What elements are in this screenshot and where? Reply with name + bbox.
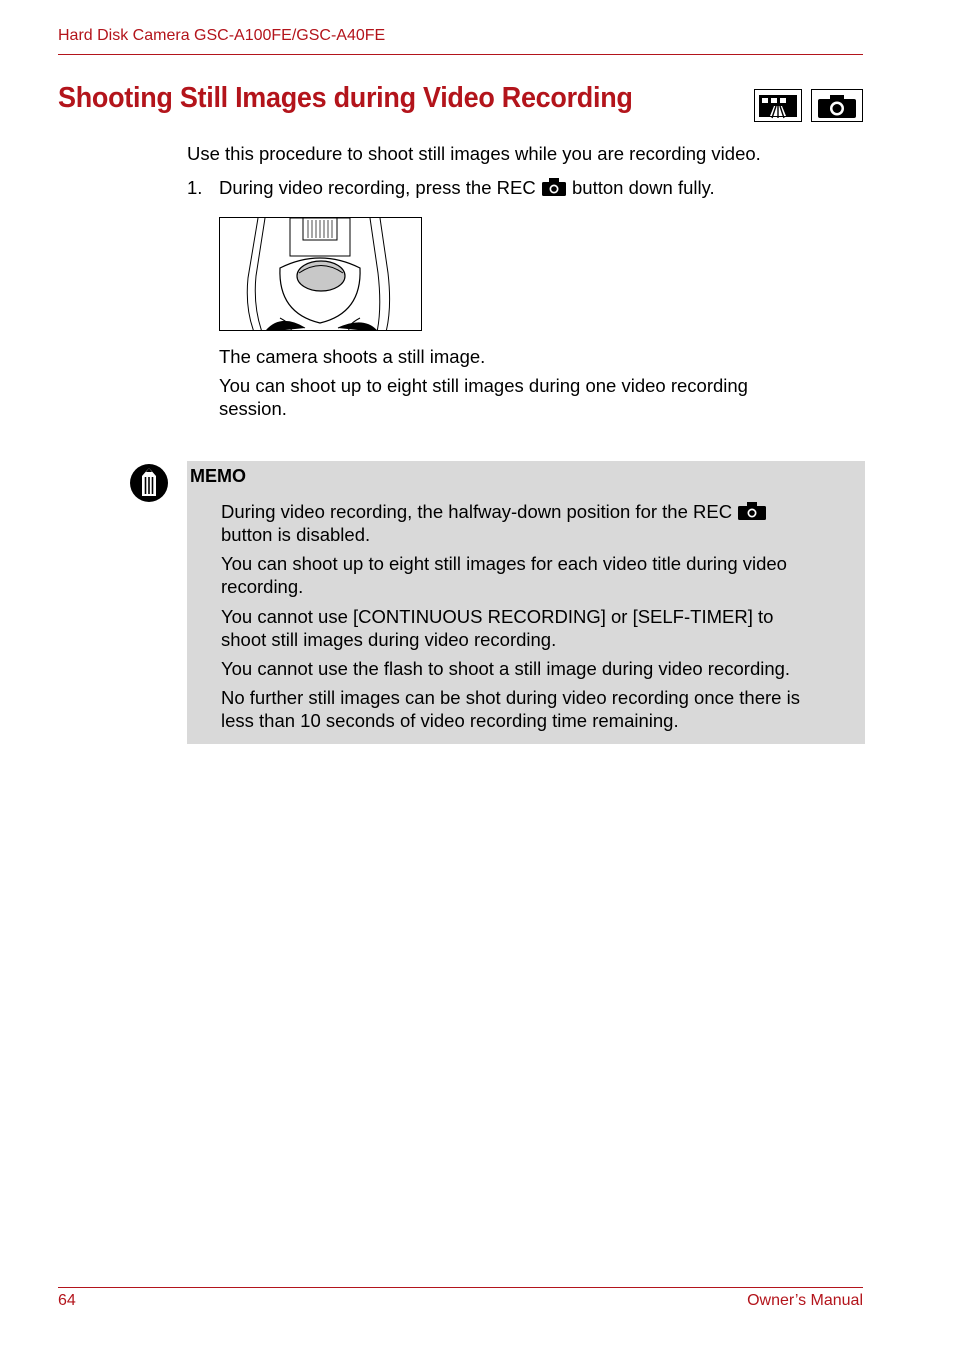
header-rule: [58, 54, 863, 55]
result-line-2a: You can shoot up to eight still images during one video recording: [219, 375, 748, 396]
memo-item-1-line-b: button is disabled.: [221, 524, 371, 545]
result-line-1: The camera shoots a still image.: [219, 346, 486, 367]
page-number: 64: [58, 1292, 76, 1309]
memo-item-1-line-a: During video recording, the halfway-down position for the REC: [221, 501, 733, 522]
footer-rule: [58, 1287, 863, 1288]
rec-camera-icon: [541, 177, 567, 197]
intro-text: Use this procedure to shoot still images while you are recording video.: [187, 143, 761, 164]
memo-item-5-line-a: No further still images can be shot during video recording once there is: [221, 687, 800, 708]
rec-camera-icon: [737, 501, 763, 521]
step-1-text: [219, 176, 715, 199]
memo-item-4-line-a: You cannot use the flash to shoot a still image during video recording.: [221, 658, 791, 679]
result-line-2b: session.: [219, 398, 287, 419]
memo-item-2-line-b: recording.: [221, 576, 304, 597]
pencil-icon: [129, 463, 169, 503]
memo-item-1: [221, 500, 763, 523]
step-1-text-after: button down fully.: [572, 177, 715, 198]
memo-item-2-line-a: You can shoot up to eight still images for each video title during video: [221, 553, 787, 574]
rec-button-illustration: [219, 217, 422, 331]
memo-label: MEMO: [190, 466, 246, 486]
camera-icon: [811, 89, 863, 122]
running-header: Hard Disk Camera GSC-A100FE/GSC-A40FE: [58, 27, 386, 44]
memo-item-3-line-a: You cannot use [CONTINUOUS RECORDING] or [SELF-TIMER] to: [221, 606, 774, 627]
video-camera-icon: [754, 89, 802, 122]
memo-item-5-line-b: less than 10 seconds of video recording time remaining.: [221, 710, 679, 731]
step-1-text-before: During video recording, press the REC: [219, 177, 536, 198]
page-title: Shooting Still Images during Video Recording: [58, 82, 633, 114]
step-number: 1.: [187, 177, 203, 198]
footer-manual-title: Owner’s Manual: [747, 1292, 863, 1309]
memo-item-3-line-b: shoot still images during video recording.: [221, 629, 557, 650]
